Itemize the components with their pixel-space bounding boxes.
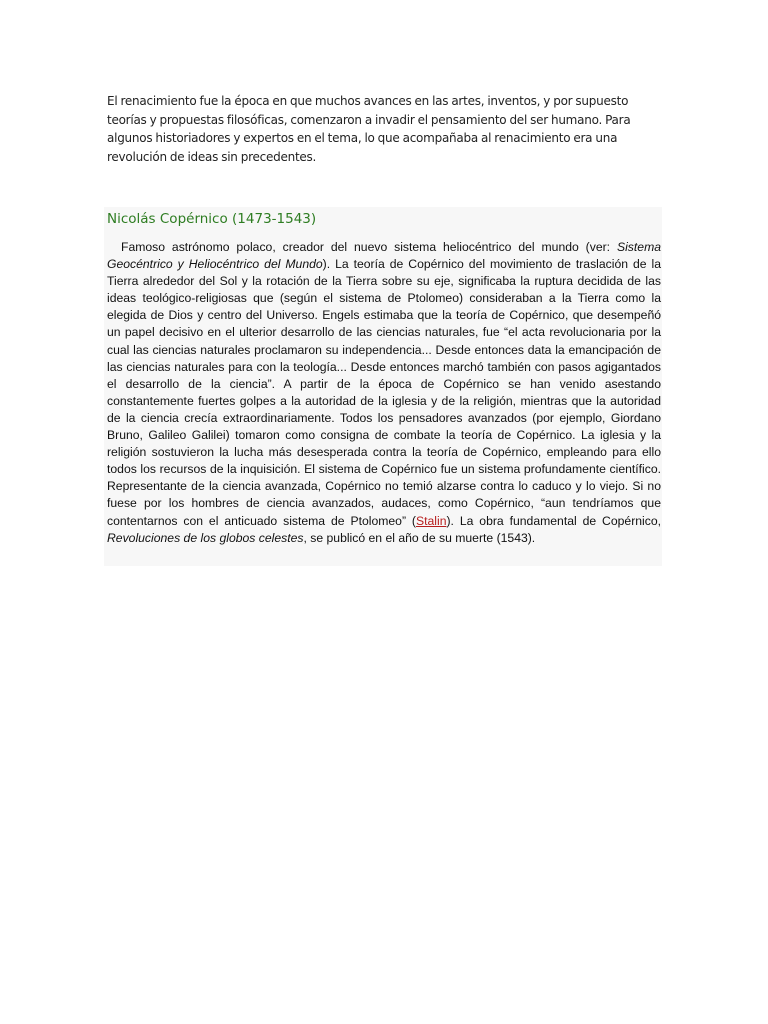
- reference-revoluciones: Revoluciones de los globos celestes: [107, 530, 304, 545]
- intro-paragraph: El renacimiento fue la época en que muchos avances en las artes, inventos, y por supuesto teorías y propuestas filosóficas, comenzaron a invadir el pensamiento del ser humano. Para algunos historiadores y expertos en el tema, lo que acompañaba al renacimiento era una revolución de ideas sin precedentes.: [107, 94, 631, 164]
- reference-sistema-geocentrico: Sistema Geocéntrico y Heliocéntrico del Mundo: [107, 240, 661, 272]
- stalin-link[interactable]: Stalin: [415, 513, 447, 528]
- body-text-part-1: Famoso astrónomo polaco, creador del nuevo sistema heliocéntrico del mundo (ver:: [121, 240, 617, 254]
- section-body: [107, 239, 661, 547]
- body-text-part-2: ). La teoría de Copérnico del movimiento de traslación de la Tierra alrededor del Sol y la rotación de la Tierra sobre su eje, significaba la ruptura decidida de las ideas teológico-religiosas que (según el sistema de Ptolomeo) consideraban a la Tierra como la elegida de Dios y centro del Universo. Engels estimaba que la teoría de Copérnico, que desempeñó un papel decisivo en el ulterior desarrollo de las ciencias naturales, fue “el acta revolucionaria por la cual las ciencias naturales proclamaron su independencia... Desde entonces data la emancipación de las ciencias naturales para con la teología... Desde entonces marchó también con pasos agigantados el desarrollo de la ciencia”. A partir de la época de Copérnico se han venido asestando constantemente fuertes golpes a la autoridad de la iglesia y de la religión, mientras que la autoridad de la ciencia crecía extraordinariamente. Todos los pensadores avanzados (por ejemplo, Giordano Bruno, Galileo Galilei) tomaron como consigna de combate la teoría de Copérnico. La iglesia y la religión sostuvieron la lucha más desesperada contra la teoría de Copérnico, empleando para ello todos los recursos de la inquisición. El sistema de Copérnico fue un sistema profundamente científico. Representante de la ciencia avanzada, Copérnico no temió alzarse contra lo caduco y lo viejo. Si no fuese por los hombres de ciencia avanzados, audaces, como Copérnico, “aun tendríamos que contentarnos con el anticuado sistema de Ptolomeo” (: [107, 257, 661, 528]
- body-text-part-4: , se publicó en el año de su muerte (1543).: [303, 530, 536, 545]
- section-title: Nicolás Copérnico (1473-1543): [107, 211, 317, 227]
- body-text-part-3: ). La obra fundamental de Copérnico,: [446, 513, 661, 528]
- copernicus-section: [104, 207, 662, 566]
